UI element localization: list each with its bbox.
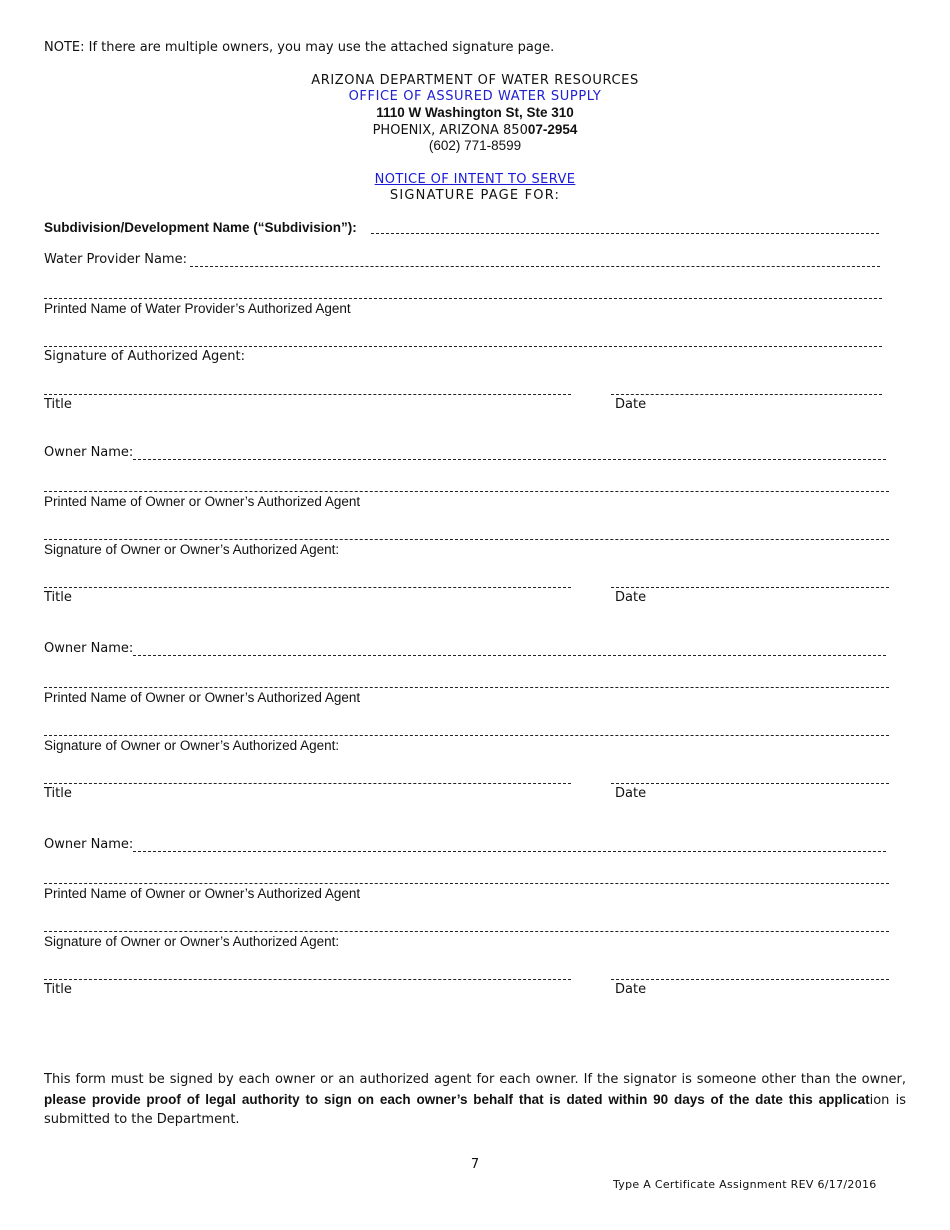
provider-signature-label: Signature of Authorized Agent:: [44, 349, 245, 364]
subdivision-label: Subdivision/Development Name (“Subdivision”):: [44, 220, 357, 235]
footer-instructions: [44, 1070, 906, 1130]
owner-name-label: Owner Name:: [44, 641, 134, 656]
owner-title-line[interactable]: [44, 979, 571, 980]
provider-date-line[interactable]: [611, 394, 882, 395]
page-number: 7: [470, 1157, 480, 1172]
zip-suffix: 07-2954: [527, 122, 578, 137]
owner-name-input-line[interactable]: [133, 459, 886, 460]
owner-name-label: Owner Name:: [44, 837, 134, 852]
owner-title-line[interactable]: [44, 587, 571, 588]
provider-signature-line[interactable]: [44, 346, 882, 347]
phone-number: (602) 771-8599: [428, 138, 522, 153]
owner-date-line[interactable]: [611, 783, 889, 784]
department-name: ARIZONA DEPARTMENT OF WATER RESOURCES: [311, 73, 639, 88]
owner-title-label: Title: [44, 786, 72, 801]
owner-printed-name-line[interactable]: [44, 491, 889, 492]
note-text: NOTE: If there are multiple owners, you may use the attached signature page.: [44, 40, 555, 55]
owner-date-label: Date: [615, 786, 647, 801]
owner-title-label: Title: [44, 982, 72, 997]
owner-date-label: Date: [615, 982, 647, 997]
owner-printed-name-line[interactable]: [44, 687, 889, 688]
water-provider-input-line[interactable]: [190, 266, 880, 267]
notice-title-link[interactable]: NOTICE OF INTENT TO SERVE: [374, 172, 576, 187]
owner-printed-name-line[interactable]: [44, 883, 889, 884]
office-name: OFFICE OF ASSURED WATER SUPPLY: [348, 89, 602, 104]
city-text: PHOENIX, ARIZONA 850: [372, 123, 528, 138]
owner-printed-name-label: Printed Name of Owner or Owner’s Authorized Agent: [44, 494, 361, 509]
owner-signature-line[interactable]: [44, 931, 889, 932]
owner-date-line[interactable]: [611, 587, 889, 588]
owner-name-label: Owner Name:: [44, 445, 134, 460]
owner-date-line[interactable]: [611, 979, 889, 980]
owner-signature-line[interactable]: [44, 735, 889, 736]
owner-signature-label: Signature of Owner or Owner’s Authorized Agent:: [44, 738, 340, 753]
provider-printed-name-line[interactable]: [44, 298, 882, 299]
provider-title-label: Title: [44, 397, 72, 412]
provider-date-label: Date: [615, 397, 647, 412]
owner-signature-line[interactable]: [44, 539, 889, 540]
footer-text-part-a: This form must be signed by each owner or an authorized agent for each owner. If the signator is someone other than the owner,: [44, 1072, 906, 1087]
owner-title-line[interactable]: [44, 783, 571, 784]
owner-date-label: Date: [615, 590, 647, 605]
owner-printed-name-label: Printed Name of Owner or Owner’s Authorized Agent: [44, 886, 361, 901]
owner-name-input-line[interactable]: [133, 655, 886, 656]
street-address: 1110 W Washington St, Ste 310: [376, 105, 574, 120]
provider-title-line[interactable]: [44, 394, 571, 395]
owner-title-label: Title: [44, 590, 72, 605]
owner-name-input-line[interactable]: [133, 851, 886, 852]
owner-signature-label: Signature of Owner or Owner’s Authorized Agent:: [44, 542, 340, 557]
revision-note: Type A Certificate Assignment REV 6/17/2016: [613, 1178, 877, 1191]
owner-signature-label: Signature of Owner or Owner’s Authorized Agent:: [44, 934, 340, 949]
footer-text-part-b: please provide proof of legal authority to sign on each owner’s behalf that is dated within 90 days of the date this applicat: [44, 1091, 870, 1107]
water-provider-label: Water Provider Name:: [44, 252, 187, 267]
owner-printed-name-label: Printed Name of Owner or Owner’s Authorized Agent: [44, 690, 361, 705]
provider-printed-name-label: Printed Name of Water Provider’s Authorized Agent: [44, 301, 351, 316]
footer-text-part-c: ion is submitted to the Department.: [44, 1092, 906, 1127]
subdivision-input-line[interactable]: [371, 233, 879, 234]
signature-page-for: SIGNATURE PAGE FOR:: [389, 188, 561, 203]
city-address: [0, 122, 950, 138]
